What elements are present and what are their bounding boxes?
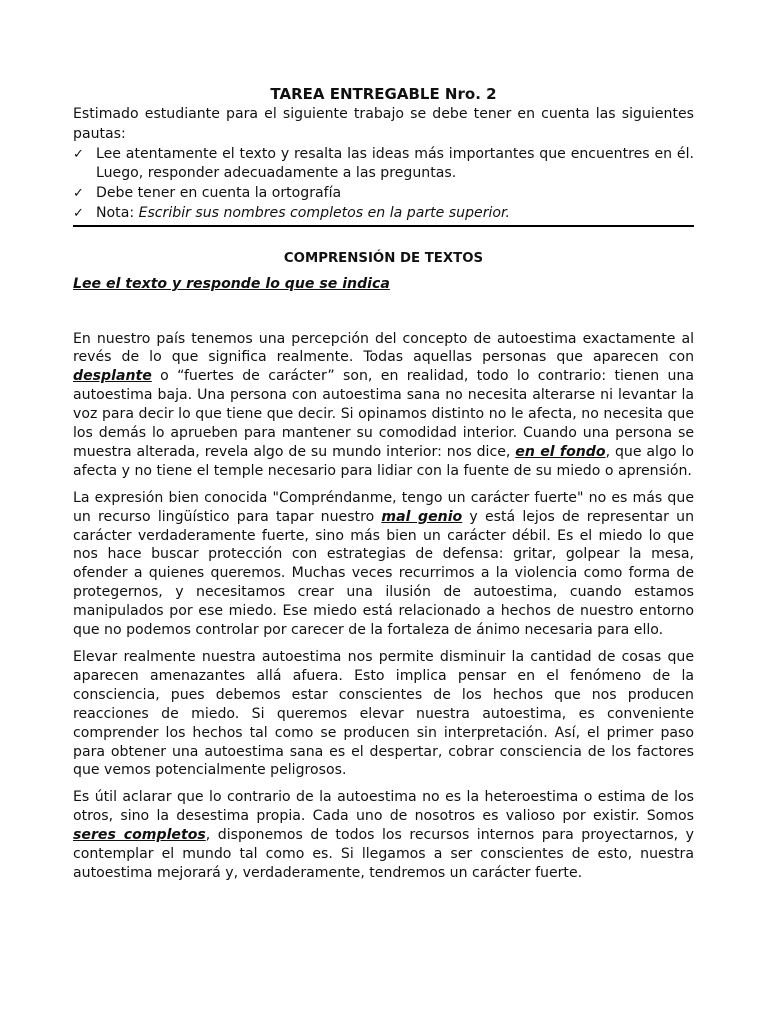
document-title: TAREA ENTREGABLE Nro. 2 — [270, 85, 497, 103]
instruction-text: Lee el texto y responde lo que se indica — [73, 276, 390, 292]
text-run: , disponemos de todos los recursos internos para proyectarnos, y contemplar el mundo tal como es. Si llegamos a ser conscientes de esto, nuestra autoestima mejorará y, verdaderamente, tendremos un carácter fuerte. — [73, 827, 694, 881]
paragraph-3: Elevar realmente nuestra autoestima nos permite disminuir la cantidad de cosas que aparecen amenazantes allá afuera. Esto implica pensar en el fenómeno de la consciencia, pues debemos estar conscientes de los hechos que nos producen reacciones de miedo. Si queremos elevar nuestra autoestima, es conveniente comprender los hechos tal como se producen sin interpretación. Así, el primer paso para obtener una autoestima sana es el despertar, cobrar consciencia de los factores que vemos potencialmente peligrosos. — [73, 649, 694, 779]
text-run: y está lejos de representar un carácter verdaderamente fuerte, sino más bien un carácter débil. Es el miedo lo que nos hace buscar protección con estrategias de defensa: gritar, golpear la mesa, ofender a quienes queremos. Muchas veces recurrimos a la violencia como forma de protegernos, y necesitamos crear una ilusión de autoestima, cuando estamos manipulados por ese miedo. Ese miedo está relacionado a hechos de nuestro entorno que no podemos controlar por carecer de la fortaleza de ánimo necesaria para ello. — [73, 508, 694, 639]
guideline-note: Escribir sus nombres completos en la parte superior. — [138, 205, 511, 221]
guideline-text: Debe tener en cuenta la ortografía — [96, 185, 342, 201]
guideline-item — [73, 204, 694, 224]
check-icon: ✓ — [73, 146, 84, 162]
text-run: o “fuertes de carácter” son, en realidad, todo lo contrario: tienen una autoestima baja. Una persona con autoestima sana no necesita alterarse ni levantar la voz para decir lo que tiene que decir. Si opinamos distinto no le afecta, no necesita que los demás lo aprueben para mantener su comodidad interior. Cuando una persona se muestra alterada, revela algo de su mundo interior: nos dice, — [73, 368, 694, 460]
section-title: COMPRENSIÓN DE TEXTOS — [283, 250, 484, 266]
guideline-item — [73, 184, 694, 204]
text-run: , que algo lo afecta y no tiene el temple necesario para lidiar con la fuente de su miedo o aprensión. — [73, 443, 694, 479]
paragraph-1 — [73, 330, 694, 481]
divider-line — [73, 225, 694, 227]
guideline-item — [73, 145, 694, 184]
paragraph-4 — [73, 788, 694, 883]
guideline-prefix: Nota: — [96, 205, 139, 221]
keyword-seres-completos: seres completos — [73, 827, 206, 844]
keyword-desplante: desplante — [73, 368, 152, 385]
guideline-text: Lee atentamente el texto y resalta las ideas más importantes que encuentres en él. Luego, responder adecuadamente a las preguntas. — [96, 145, 694, 181]
guidelines-list — [73, 145, 694, 224]
keyword-en-el-fondo: en el fondo — [515, 443, 606, 460]
intro-text: Estimado estudiante para el siguiente trabajo se debe tener en cuenta las siguientes pautas: — [73, 106, 694, 142]
text-run: Es útil aclarar que lo contrario de la autoestima no es la heteroestima o estima de los otros, sino la desestima propia. Cada uno de nosotros es valioso por existir. Somos — [73, 789, 694, 825]
check-icon: ✓ — [73, 186, 84, 201]
keyword-mal-genio: mal genio — [381, 508, 463, 525]
reading-text — [73, 330, 694, 883]
check-icon: ✓ — [73, 206, 84, 221]
paragraph-2 — [73, 489, 694, 640]
document-page — [73, 84, 694, 891]
text-run: La expresión bien conocida "Compréndanme, tengo un carácter fuerte" no es más que un recurso lingüístico para tapar nuestro — [73, 489, 694, 525]
text-run: En nuestro país tenemos una percepción del concepto de autoestima exactamente al revés de lo que significa realmente. Todas aquellas personas que aparecen con — [73, 330, 694, 366]
